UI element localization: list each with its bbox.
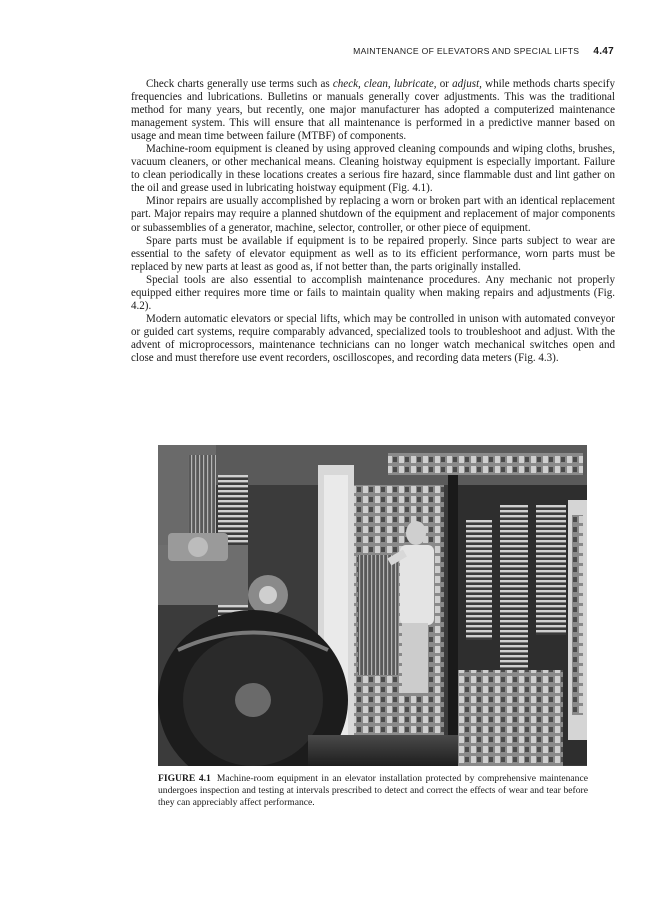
figure-photo bbox=[158, 445, 587, 766]
figure-caption-text: Machine-room equipment in an elevator installation protected by comprehensive maintenance undergoes inspection and testing at intervals prescribed to detect and correct the effects of wear and tear before they can appreciably affect performance. bbox=[158, 773, 588, 808]
running-head bbox=[130, 46, 614, 57]
page-number: 4.47 bbox=[593, 46, 614, 57]
paragraph-check-charts: Check charts generally use terms such as check, clean, lubricate, or adjust, while methods charts specify frequencies and lubrications. Bulletins or manuals generally cover adjustments. This was the traditional method for many years, but recently, one major manufacturer has adopted a computerized maintenance management system. This will ensure that all maintenance is performed in a predictive manner based on usage and mean time between failure (MTBF) of components. bbox=[131, 78, 615, 143]
paragraph-modern-elevators: Modern automatic elevators or special lifts, which may be controlled in unison with automated conveyor or guided cart systems, require comparably advanced, specialized tools to troubleshoot and adjust. With the advent of microprocessors, maintenance technicians can no longer watch mechanical switches open and close and must therefore use event recorders, oscilloscopes, and recording data meters (Fig. 4.3). bbox=[131, 312, 615, 364]
paragraph-repairs: Minor repairs are usually accomplished by replacing a worn or broken part with an identical replacement part. Major repairs may require a planned shutdown of the equipment and replacement of major components or subassemblies of a generator, machine, selector, controller, or other piece of equipment. bbox=[131, 195, 615, 234]
figure-label: FIGURE 4.1 bbox=[158, 773, 211, 784]
figure-caption bbox=[158, 773, 588, 809]
body-text bbox=[131, 78, 615, 365]
paragraph-special-tools: Special tools are also essential to accomplish maintenance procedures. Any mechanic not properly equipped either requires more time or fails to maintain quality when making repairs and adjustments (Fig. 4.2). bbox=[131, 273, 615, 312]
paragraph-cleaning: Machine-room equipment is cleaned by using approved cleaning compounds and wiping cloths, brushes, vacuum cleaners, or other mechanical means. Cleaning hoistway equipment is especially important. Failure to clean periodically in these locations creates a serious fire hazard, since flammable dust and lint gather on the oil and grease used in lubricating hoistway equipment (Fig. 4.1). bbox=[131, 143, 615, 195]
paragraph-spare-parts: Spare parts must be available if equipment is to be repaired properly. Since parts subject to wear are essential to the safety of elevator equipment as well as to its efficient performance, worn parts must be replaced by new parts at least as good as, if not better than, the parts originally installed. bbox=[131, 234, 615, 273]
running-title: MAINTENANCE OF ELEVATORS AND SPECIAL LIFTS bbox=[353, 46, 580, 56]
